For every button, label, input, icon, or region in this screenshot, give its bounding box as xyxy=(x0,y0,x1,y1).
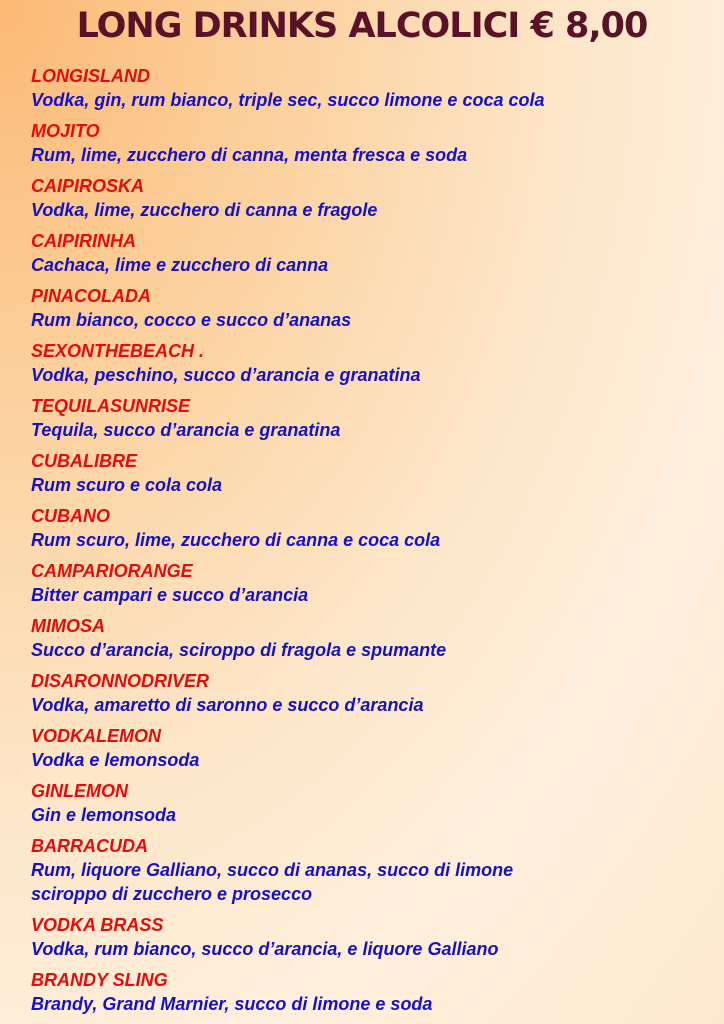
drink-description: Rum scuro, lime, zucchero di canna e coca cola xyxy=(31,530,441,550)
drink-item xyxy=(31,559,711,607)
drink-item xyxy=(31,119,711,167)
drink-item xyxy=(31,504,711,552)
drink-description: Rum scuro e cola cola xyxy=(31,475,223,495)
drink-name: SEXONTHEBEACH . xyxy=(31,341,205,361)
drink-description: Bitter campari e succo d’arancia xyxy=(31,585,309,605)
drink-name: CUBANO xyxy=(31,506,110,526)
drink-description: Cachaca, lime e zucchero di canna xyxy=(31,255,329,275)
drink-description: Vodka e lemonsoda xyxy=(31,750,200,770)
drink-name: LONGISLAND xyxy=(31,66,150,86)
drink-name: BRANDY SLING xyxy=(31,970,168,990)
drink-item xyxy=(31,449,711,497)
drink-description: Tequila, succo d’arancia e granatina xyxy=(31,420,341,440)
drink-item xyxy=(31,834,711,906)
drink-item xyxy=(31,779,711,827)
drink-item xyxy=(31,724,711,772)
drink-description: Vodka, rum bianco, succo d’arancia, e liquore Galliano xyxy=(31,939,499,959)
drink-description: Brandy, Grand Marnier, succo di limone e soda xyxy=(31,994,433,1014)
drink-name: CAMPARIORANGE xyxy=(31,561,193,581)
drink-description: Vodka, peschino, succo d’arancia e granatina xyxy=(31,365,421,385)
drink-name: MOJITO xyxy=(31,121,100,141)
drink-item xyxy=(31,64,711,112)
drink-item xyxy=(31,669,711,717)
drink-item xyxy=(31,614,711,662)
drink-item xyxy=(31,394,711,442)
drink-name: DISARONNODRIVER xyxy=(31,671,210,691)
drink-item xyxy=(31,968,711,1016)
menu-title: LONG DRINKS ALCOLICI € 8,00 xyxy=(76,6,648,46)
drink-name: BARRACUDA xyxy=(31,836,148,856)
drink-name: VODKA BRASS xyxy=(31,915,164,935)
drink-description: Rum bianco, cocco e succo d’ananas xyxy=(31,310,352,330)
drink-description: Vodka, gin, rum bianco, triple sec, succo limone e coca cola xyxy=(31,90,545,110)
drink-item xyxy=(31,284,711,332)
drink-name: CAIPIRINHA xyxy=(31,231,137,251)
drink-list xyxy=(31,64,711,1023)
drink-name: GINLEMON xyxy=(31,781,128,801)
drink-name: TEQUILASUNRISE xyxy=(31,396,191,416)
drink-item xyxy=(31,913,711,961)
drink-item xyxy=(31,339,711,387)
drink-name: PINACOLADA xyxy=(31,286,151,306)
drink-description: Succo d’arancia, sciroppo di fragola e spumante xyxy=(31,640,447,660)
drink-description: Vodka, amaretto di saronno e succo d’arancia xyxy=(31,695,424,715)
drink-name: CAIPIROSKA xyxy=(31,176,145,196)
drink-name: CUBALIBRE xyxy=(31,451,137,471)
drink-description: Vodka, lime, zucchero di canna e fragole xyxy=(31,200,378,220)
drink-item xyxy=(31,229,711,277)
drink-item xyxy=(31,174,711,222)
drink-description: Rum, liquore Galliano, succo di ananas, succo di limone sciroppo di zucchero e prosecco xyxy=(31,860,514,904)
drink-name: VODKALEMON xyxy=(31,726,161,746)
drink-name: MIMOSA xyxy=(31,616,105,636)
drink-description: Rum, lime, zucchero di canna, menta fresca e soda xyxy=(31,145,468,165)
drink-description: Gin e lemonsoda xyxy=(31,805,177,825)
